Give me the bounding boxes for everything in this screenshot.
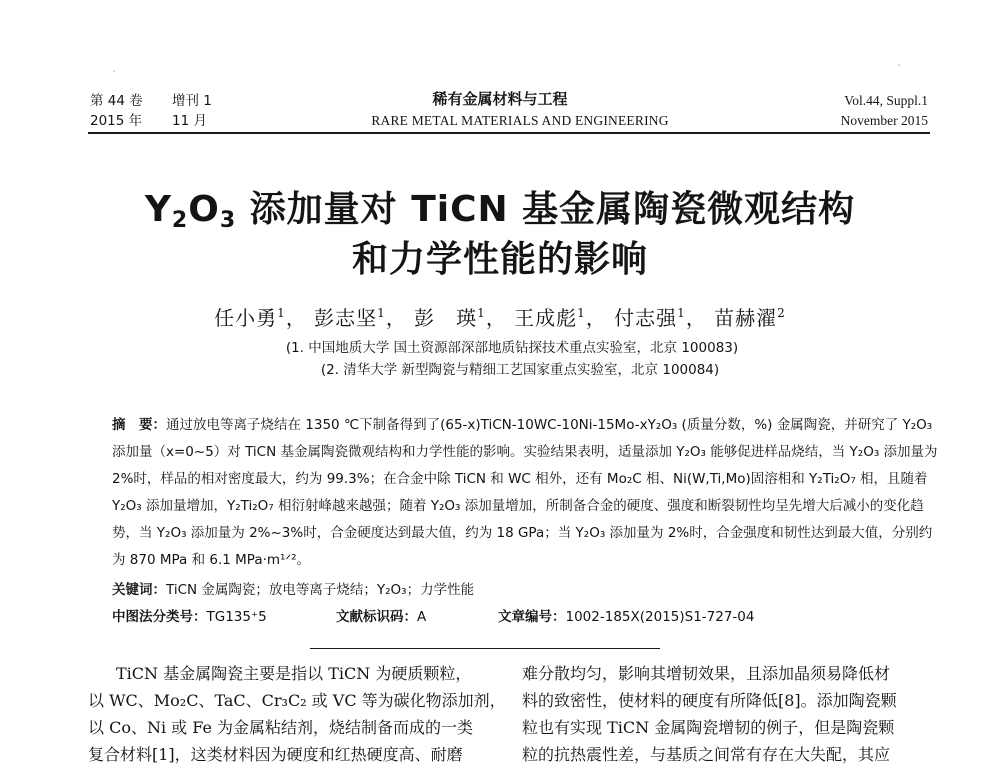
article-title-line2: 和力学性能的影响 (351, 239, 648, 280)
header-volume-en: Vol.44, Suppl.1 (844, 93, 928, 108)
body-left-column (88, 660, 508, 768)
author-list: 任小勇$^1$， 彭志坚$^1$， 彭 瑛$^1$， 王成彪$^1$， 付志强$^1$， 苗赫濯$^2$ (214, 306, 786, 330)
journal-title-cn: 稀有金属材料与工程 (432, 90, 568, 108)
journal-title-en: RARE METAL MATERIALS AND ENGINEERING (371, 113, 669, 128)
keywords-text: TiCN 金属陶瓷；放电等离子烧结；Y₂O₃；力学性能 (166, 582, 475, 598)
keywords-label: 关键词： (112, 582, 166, 598)
author: 彭 瑛 (414, 306, 478, 330)
abstract-label: 摘 要： (112, 417, 166, 433)
body-line: 粒的抗热震性差，与基质之间常有存在大失配，其应 (522, 745, 891, 764)
article-number: 文章编号：1002-185X(2015)S1-727-04 (498, 609, 755, 625)
keywords (112, 579, 474, 601)
body-line: 料的致密性，使材料的硬度有所降低[8]。添加陶瓷颗 (522, 691, 897, 710)
clc-number: 中图法分类号：TG135⁺5 (112, 609, 267, 625)
author: 苗赫濯 (714, 306, 778, 330)
header-rule (88, 132, 930, 134)
body-line: 以 WC、Mo₂C、TaC、Cr₃C₂ 或 VC 等为碳化物添加剂， (88, 691, 506, 710)
header-issue-cn: 增刊 1 (172, 93, 212, 109)
body-right-column (522, 660, 942, 768)
header-year-cn: 2015 年 (90, 113, 143, 129)
body-line: 难分散均匀，影响其增韧效果，且添加晶须易降低材 (522, 664, 891, 683)
author: 王成彪 (514, 306, 578, 330)
body-line: 复合材料[1]，这类材料因为硬度和红热硬度高、耐磨 (88, 745, 463, 764)
body-line: 粒也有实现 TiCN 金属陶瓷增韧的例子，但是陶瓷颗 (522, 718, 895, 737)
affiliation-1: (1. 中国地质大学 国土资源部深部地质钻探技术重点实验室，北京 100083) (285, 340, 739, 356)
document-code: 文献标识码：A (336, 609, 427, 625)
scan-speck-left: · (112, 64, 117, 80)
affiliation-2: (2. 清华大学 新型陶瓷与精细工艺国家重点实验室，北京 100084) (320, 362, 720, 378)
article-title-line1: $Y_2O_3$ 添加量对 TiCN 基金属陶瓷微观结构 (144, 189, 856, 233)
author: 彭志坚 (314, 306, 378, 330)
body-line: 以 Co、Ni 或 Fe 为金属粘结剂，烧结制备而成的一类 (88, 718, 474, 737)
author: 任小勇 (214, 306, 278, 330)
scan-speck-right: · (897, 58, 902, 74)
header-volume-cn: 第 44 卷 (90, 93, 143, 109)
header-month-cn: 11 月 (172, 113, 207, 129)
header-date-en: November 2015 (840, 113, 928, 128)
section-divider (310, 648, 660, 649)
body-line: TiCN 基金属陶瓷主要是指以 TiCN 为硬质颗粒， (116, 664, 472, 683)
abstract-text: 通过放电等离子烧结在 1350 ℃下制备得到了(65-x)TiCN-10WC-10Ni-15Mo-xY₂O₃ (质量分数，%) 金属陶瓷，并研究了 Y₂O₃ 添加量（x=0~5）对 TiCN 基金属陶瓷微观结构和力学性能的影响。实验结果表明，适量添加 Y₂O₃ 能够促进样品烧结，当 Y₂O₃ 添加量为 2%时，样品的相对密度最大，约为 99.3%；在合金中除 TiCN 和 WC 相外，还有 Mo₂C 相、Ni(W,Ti,Mo)固溶相和 Y₂Ti₂O₇ 相，且随着 Y₂O₃ 添加量增加，Y₂Ti₂O₇ 相衍射峰越来越强；随着 Y₂O₃ 添加量增加，所制备合金的硬度、强度和断裂韧性均呈先增大后减小的变化趋势，当 Y₂O₃ 添加量为 2%~3%时，合金硬度达到最大值，约为 18 GPa；当 Y₂O₃ 添加量为 2%时，合金强度和韧性达到最大值，分别约为 870 MPa 和 6.1 MPa·m¹ᐟ²。 (112, 417, 938, 568)
abstract (112, 412, 942, 574)
author: 付志强 (614, 306, 678, 330)
